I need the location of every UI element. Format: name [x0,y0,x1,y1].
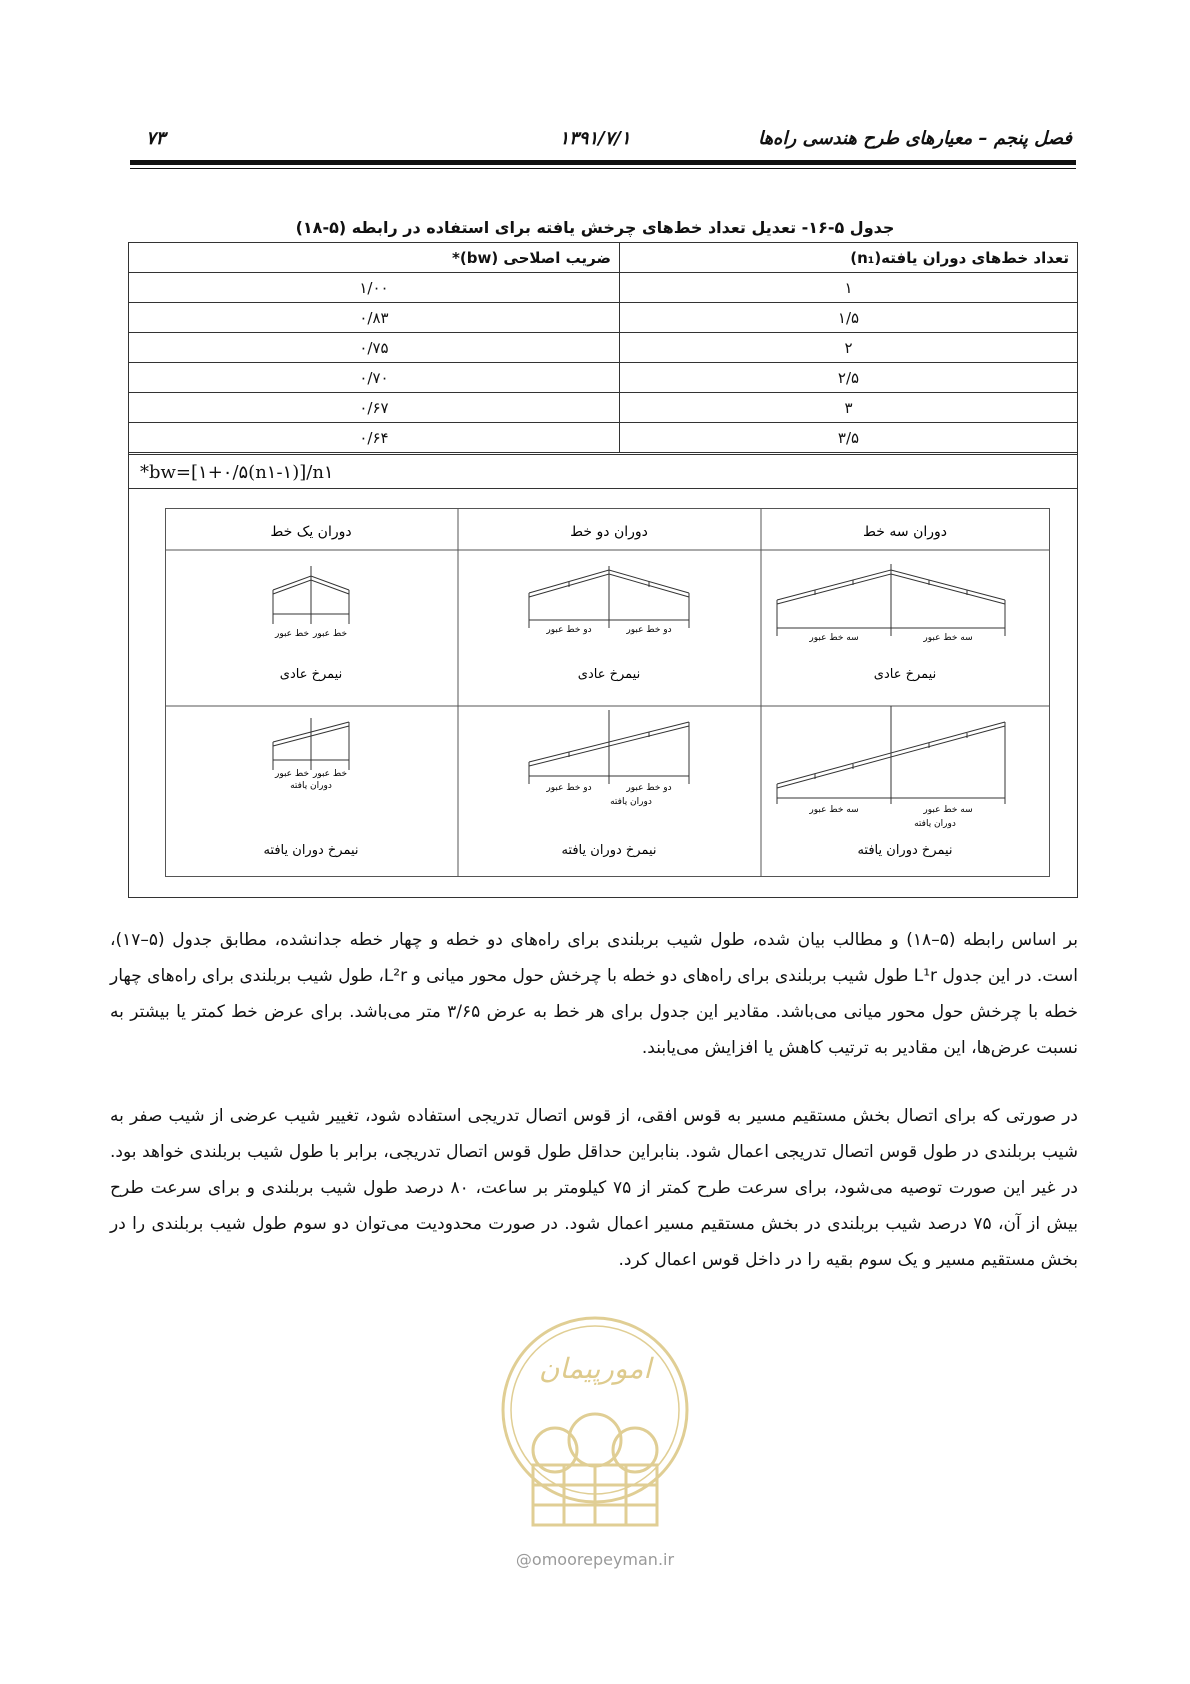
rotation-diagram-svg [165,508,1050,878]
rotated-profile-three-lanes-drawing [777,706,1005,804]
lane-label: دو خط عبور [546,625,592,635]
rotated-profile-one-lane-drawing [273,718,349,770]
header-date: ۱۳۹۱/۷/۱ [559,128,631,149]
lanes-cell: ۲/۵ [620,363,1078,393]
normal-profile-label: نیمرخ عادی [577,667,641,682]
lanes-cell: ۱ [620,273,1078,303]
factor-cell: ۰/۶۷ [129,393,620,423]
header-rule-thin [130,168,1076,169]
rotation-diagram-figure [165,508,1050,878]
footnote-formula: *bw=[۱+۰/۵(n۱-۱)]/n۱ [140,462,334,483]
lane-label: سه خط عبور [923,633,973,643]
normal-profile-label: نیمرخ عادی [873,667,937,682]
watermark-url: @omoorepeyman.ir [515,1550,675,1569]
col-header-two-lanes: دوران دو خط [570,524,648,540]
table-row [129,363,1078,393]
correction-factor-table [128,242,1078,453]
lanes-cell: ۱/۵ [620,303,1078,333]
page-number: ۷۳ [146,128,166,149]
rotated-profile-label: نیمرخ دوران یافته [263,843,359,858]
rotated-label: دوران یافته [914,819,956,829]
factor-cell: ۰/۸۳ [129,303,620,333]
lane-label: سه خط عبور [809,633,859,643]
lane-label: خط عبور [312,629,348,639]
rotated-profile-label: نیمرخ دوران یافته [561,843,657,858]
lane-label: خط عبور [274,629,310,639]
lane-label: سه خط عبور [923,805,973,815]
watermark-logo [485,1300,705,1550]
table-caption: جدول ۵-۱۶- تعدیل تعداد خط‌های چرخش یافته برای استفاده در رابطه (۵-۱۸) [295,218,895,237]
col-header-one-lane: دوران یک خط [270,524,352,540]
body-paragraph: در صورتی که برای اتصال بخش مستقیم مسیر به قوس افقی، از قوس اتصال تدریجی استفاده شود، تغییر شیب عرضی از شیب صفر به شیب بربلندی در طول قوس اتصال تدریجی اعمال شود. بنابراین حداقل طول قوس اتصال تدریجی، برابر با طول شیب بربلندی خواهد بود. در غیر این صورت توصیه می‌شود، برای سرعت طرح کمتر از ۷۵ کیلومتر بر ساعت، ۸۰ درصد طول شیب بربلندی و برای سرعت طرح بیش از آن، ۷۵ درصد شیب بربلندی در بخش مستقیم مسیر اعمال شود. در صورت محدودیت می‌توان دو سوم طول شیب بربلندی را در بخش مستقیم مسیر و یک سوم بقیه را در داخل قوس اعمال کرد. [110,1106,1078,1270]
normal-profile-two-lanes-drawing [529,566,689,628]
header-rule-thick [130,160,1076,165]
lane-label: خط عبور [274,769,310,779]
lanes-cell: ۳/۵ [620,423,1078,453]
factor-cell: ۱/۰۰ [129,273,620,303]
header-lanes-rotated: تعداد خط‌های دوران یافته(n₁) [620,243,1078,273]
table-header-row [129,243,1078,273]
normal-profile-three-lanes-drawing [777,564,1005,636]
watermark-logo-svg [485,1300,705,1550]
rotated-label: دوران یافته [290,781,332,791]
lanes-cell: ۲ [620,333,1078,363]
factor-cell: ۰/۶۴ [129,423,620,453]
lane-label: دو خط عبور [546,783,592,793]
footnote-divider-bottom [128,488,1078,489]
lane-label: دو خط عبور [626,783,672,793]
footnote-divider [128,454,1078,455]
lane-label: خط عبور [312,769,348,779]
header-correction-factor: ضریب اصلاحی (bw)* [129,243,620,273]
table-row [129,333,1078,363]
rotated-label: دوران یافته [610,797,652,807]
body-paragraph: بر اساس رابطه (۵–۱۸) و مطالب بیان شده، طول شیب بربلندی برای راه‌های دو خطه و چهار خطه جدانشده، مطابق جدول (۵–۱۷)، است. در این جدول L¹r طول شیب بربلندی برای راه‌های دو خطه با چرخش حول محور میانی و L²r، طول شیب بربلندی برای راه‌های چهار خطه با چرخش حول محور میانی می‌باشد. مقادیر این جدول برای هر خط به عرض ۳/۶۵ متر می‌باشد. برای عرض خط کمتر یا بیشتر به نسبت عرض‌ها، این مقادیر به ترتیب کاهش یا افزایش می‌یابند. [110,930,1079,1058]
lanes-cell: ۳ [620,393,1078,423]
table-row [129,423,1078,453]
col-header-three-lanes: دوران سه خط [862,524,948,540]
watermark-logo-text: امورپیمان [538,1352,652,1385]
table-row [129,303,1078,333]
normal-profile-one-lane-drawing [273,566,349,624]
normal-profile-label: نیمرخ عادی [279,667,343,682]
table-row [129,273,1078,303]
table-row [129,393,1078,423]
lane-label: دو خط عبور [626,625,672,635]
rotated-profile-two-lanes-drawing [529,710,689,784]
chapter-title: فصل پنجم – معیارهای طرح هندسی راه‌ها [758,128,1072,149]
rotated-profile-label: نیمرخ دوران یافته [857,843,953,858]
factor-cell: ۰/۷۰ [129,363,620,393]
lane-label: سه خط عبور [809,805,859,815]
factor-cell: ۰/۷۵ [129,333,620,363]
